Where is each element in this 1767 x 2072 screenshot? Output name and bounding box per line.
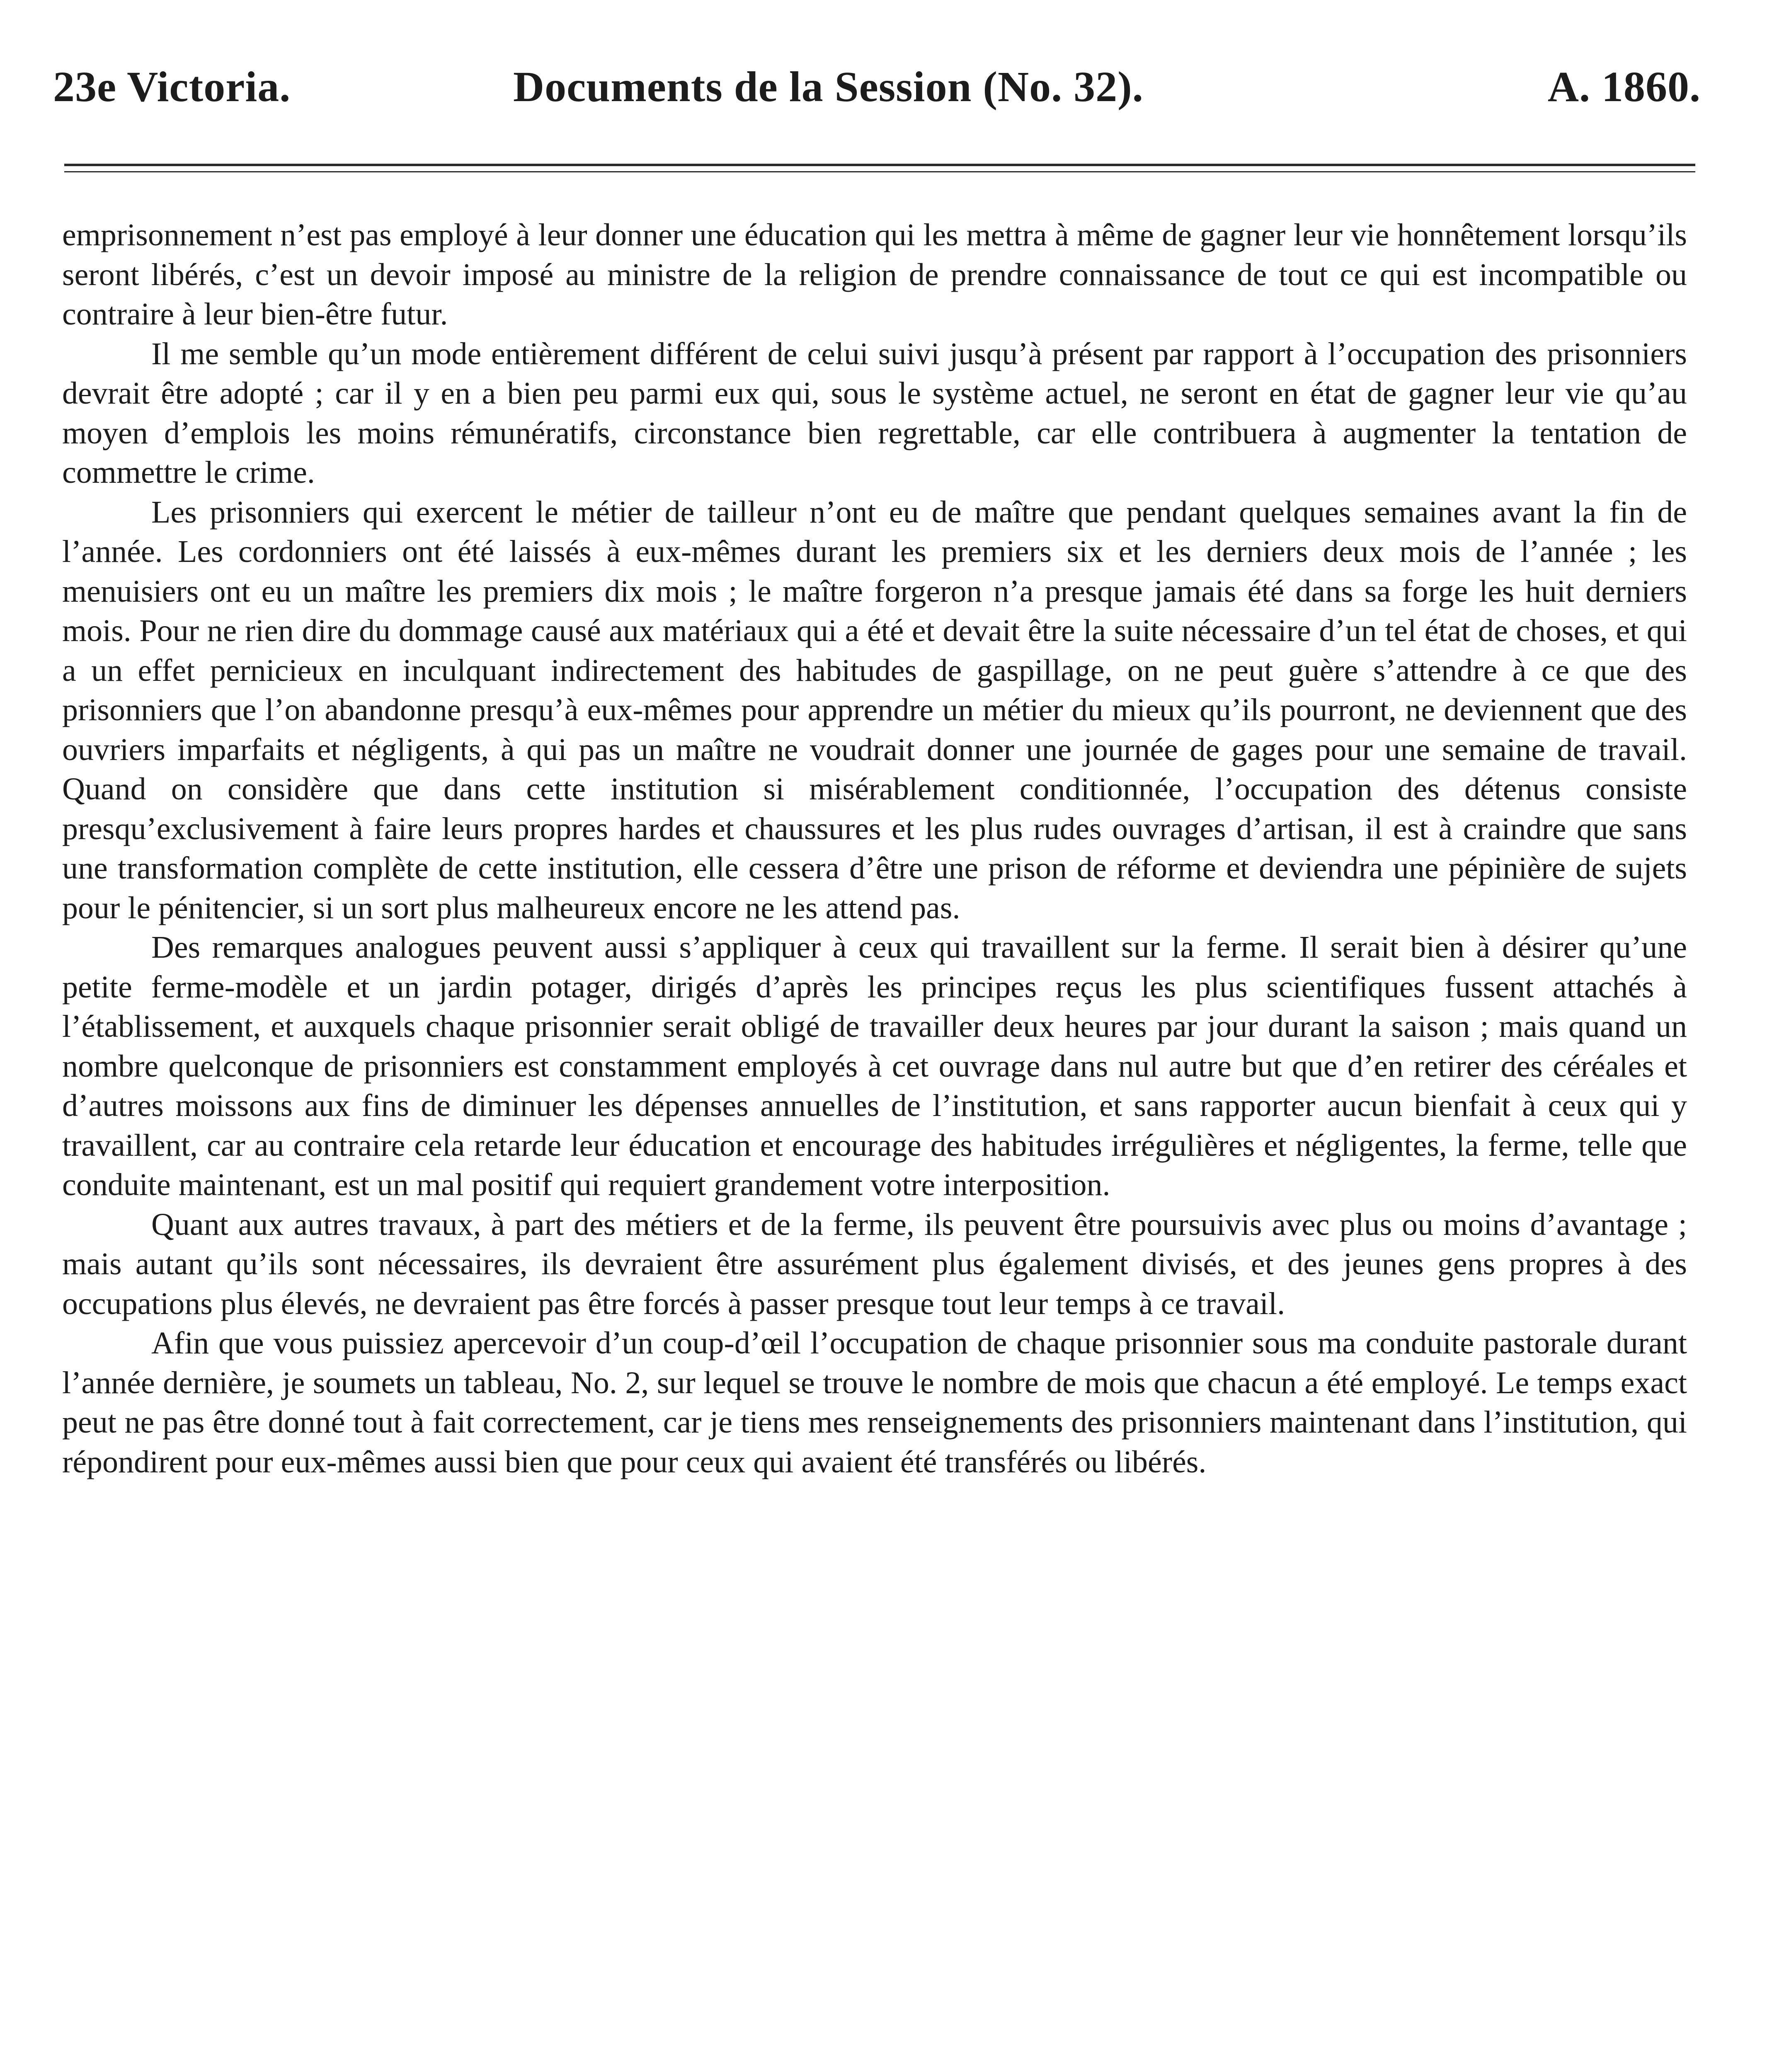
paragraph: Des remarques analogues peuvent aussi s’appliquer à ceux qui travaillent sur la ferme. Il serait bien à désirer qu’une petite ferme-modèle et un jardin potager, dirigés d’après les principes reçus les plus scientifiques fussent attachés à l’établissement, et auxquels chaque prisonnier serait obligé de travailler deux heures par jour durant la saison ; mais quand un nombre quelconque de prisonniers est constamment employés à cet ouvrage dans nul autre but que d’en retirer des céréales et d’autres moissons aux fins de diminuer les dépenses annuelles de l’institution, et sans rapporter aucun bienfait à ceux qui y travaillent, car au contraire cela retarde leur éducation et encourage des habitudes irrégulières et négligentes, la ferme, telle que conduite maintenant, est un mal positif qui requiert grandement votre interposition. [62, 930, 1687, 1202]
header-session-title: Documents de la Session (No. 32). [513, 63, 1144, 111]
header-year: A. 1860. [1547, 63, 1701, 111]
header-rule-thick [64, 164, 1695, 166]
paragraph: Quant aux autres travaux, à part des métiers et de la ferme, ils peuvent être poursuivis avec plus ou moins d’avantage ; mais autant qu’ils sont nécessaires, ils devraient être assurément plus également divisés, et des jeunes gens propres à des occupations plus élevés, ne devraient pas être forcés à passer presque tout leur temps à ce travail. [62, 1207, 1687, 1321]
header-rule-thin [64, 171, 1695, 172]
paragraph: Il me semble qu’un mode entièrement différent de celui suivi jusqu’à présent par rapport à l’occupation des prisonniers devrait être adopté ; car il y en a bien peu parmi eux qui, sous le système actuel, ne seront en état de gagner leur vie qu’au moyen d’emplois les moins rémunératifs, circonstance bien regrettable, car elle contribuera à augmenter la tentation de commettre le crime. [62, 336, 1687, 490]
header-regnal-year: 23e Victoria. [53, 63, 291, 111]
body-text [62, 215, 1687, 1482]
paragraph: Afin que vous puissiez apercevoir d’un coup-d’œil l’occupation de chaque prisonnier sous ma conduite pastorale durant l’année dernière, je soumets un tableau, No. 2, sur lequel se trouve le nombre de mois que chacun a été employé. Le temps exact peut ne pas être donné tout à fait correctement, car je tiens mes renseignements des prisonniers maintenant dans l’institution, qui répondirent pour eux-mêmes aussi bien que pour ceux qui avaient été transférés ou libérés. [62, 1326, 1687, 1479]
paragraph-continuation: emprisonnement n’est pas employé à leur donner une éducation qui les mettra à même de gagner leur vie honnêtement lorsqu’ils seront libérés, c’est un devoir imposé au ministre de la religion de prendre connaissance de tout ce qui est incompatible ou contraire à leur bien-être futur. [62, 218, 1687, 332]
paragraph: Les prisonniers qui exercent le métier de tailleur n’ont eu de maître que pendant quelques semaines avant la fin de l’année. Les cordonniers ont été laissés à eux-mêmes durant les premiers six et les derniers deux mois de l’année ; les menuisiers ont eu un maître les premiers dix mois ; le maître forgeron n’a presque jamais été dans sa forge les huit derniers mois. Pour ne rien dire du dommage causé aux matériaux qui a été et devait être la suite nécessaire d’un tel état de choses, et qui a un effet pernicieux en inculquant indirectement des habitudes de gaspillage, on ne peut guère s’attendre à ce que des prisonniers que l’on abandonne presqu’à eux-mêmes pour apprendre un métier du mieux qu’ils pourront, ne deviennent que des ouvriers imparfaits et négligents, à qui pas un maître ne voudrait donner une journée de gages pour une semaine de travail. Quand on considère que dans cette institution si misérablement conditionnée, l’occupation des détenus consiste presqu’exclusivement à faire leurs propres hardes et chaussures et les plus rudes ouvrages d’artisan, il est à craindre que sans une transformation complète de cette institution, elle cessera d’être une prison de réforme et deviendra une pépinière de sujets pour le pénitencier, si un sort plus malheureux encore ne les attend pas. [62, 494, 1687, 925]
running-header [53, 62, 1701, 124]
header-divider [64, 164, 1695, 180]
